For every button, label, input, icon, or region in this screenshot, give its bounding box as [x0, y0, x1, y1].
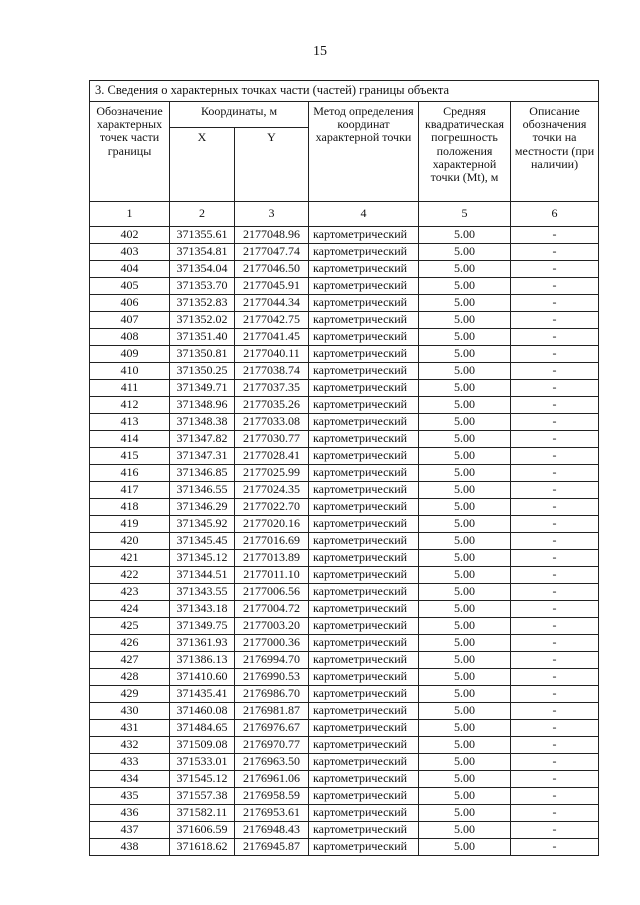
- x-coordinate-cell: 371345.45: [170, 533, 235, 550]
- y-coordinate-cell: 2177025.99: [235, 465, 309, 482]
- method-cell: картометрический: [309, 414, 419, 431]
- method-cell: картометрический: [309, 839, 419, 856]
- y-coordinate-cell: 2176958.59: [235, 788, 309, 805]
- method-cell: картометрический: [309, 601, 419, 618]
- description-cell: -: [511, 754, 599, 771]
- error-cell: 5.00: [419, 431, 511, 448]
- method-cell: картометрический: [309, 618, 419, 635]
- point-cell: 415: [90, 448, 170, 465]
- description-cell: -: [511, 567, 599, 584]
- y-coordinate-cell: 2177011.10: [235, 567, 309, 584]
- point-cell: 404: [90, 261, 170, 278]
- description-cell: -: [511, 516, 599, 533]
- table-row: [90, 703, 599, 720]
- column-number: 1: [90, 202, 170, 227]
- y-coordinate-cell: 2176963.50: [235, 754, 309, 771]
- method-cell: картометрический: [309, 754, 419, 771]
- description-cell: -: [511, 380, 599, 397]
- table-row: [90, 584, 599, 601]
- y-coordinate-cell: 2176986.70: [235, 686, 309, 703]
- error-cell: 5.00: [419, 771, 511, 788]
- description-cell: -: [511, 329, 599, 346]
- method-cell: картометрический: [309, 329, 419, 346]
- table-row: [90, 567, 599, 584]
- table-row: [90, 363, 599, 380]
- table-row: [90, 601, 599, 618]
- description-cell: -: [511, 244, 599, 261]
- method-cell: картометрический: [309, 346, 419, 363]
- method-cell: картометрический: [309, 312, 419, 329]
- point-cell: 431: [90, 720, 170, 737]
- point-cell: 421: [90, 550, 170, 567]
- y-coordinate-cell: 2177042.75: [235, 312, 309, 329]
- y-coordinate-cell: 2176948.43: [235, 822, 309, 839]
- error-cell: 5.00: [419, 482, 511, 499]
- error-cell: 5.00: [419, 465, 511, 482]
- points-table-body: [90, 227, 599, 856]
- error-cell: 5.00: [419, 805, 511, 822]
- y-coordinate-cell: 2177035.26: [235, 397, 309, 414]
- y-coordinate-cell: 2177024.35: [235, 482, 309, 499]
- boundary-points-table: [89, 80, 599, 856]
- table-row: [90, 686, 599, 703]
- x-coordinate-cell: 371348.96: [170, 397, 235, 414]
- method-cell: картометрический: [309, 465, 419, 482]
- point-cell: 416: [90, 465, 170, 482]
- x-coordinate-cell: 371533.01: [170, 754, 235, 771]
- header-y: Y: [235, 128, 309, 202]
- table-row: [90, 261, 599, 278]
- method-cell: картометрический: [309, 550, 419, 567]
- point-cell: 422: [90, 567, 170, 584]
- table-row: [90, 652, 599, 669]
- x-coordinate-cell: 371350.81: [170, 346, 235, 363]
- error-cell: 5.00: [419, 754, 511, 771]
- x-coordinate-cell: 371344.51: [170, 567, 235, 584]
- method-cell: картометрический: [309, 516, 419, 533]
- x-coordinate-cell: 371352.83: [170, 295, 235, 312]
- method-cell: картометрический: [309, 635, 419, 652]
- error-cell: 5.00: [419, 737, 511, 754]
- table-row: [90, 771, 599, 788]
- x-coordinate-cell: 371460.08: [170, 703, 235, 720]
- method-cell: картометрический: [309, 584, 419, 601]
- table-row: [90, 720, 599, 737]
- y-coordinate-cell: 2176976.67: [235, 720, 309, 737]
- y-coordinate-cell: 2177048.96: [235, 227, 309, 244]
- table-row: [90, 244, 599, 261]
- table-row: [90, 312, 599, 329]
- description-cell: -: [511, 652, 599, 669]
- table-row: [90, 822, 599, 839]
- y-coordinate-cell: 2176994.70: [235, 652, 309, 669]
- x-coordinate-cell: 371346.29: [170, 499, 235, 516]
- description-cell: -: [511, 839, 599, 856]
- point-cell: 402: [90, 227, 170, 244]
- method-cell: картометрический: [309, 737, 419, 754]
- x-coordinate-cell: 371557.38: [170, 788, 235, 805]
- y-coordinate-cell: 2177040.11: [235, 346, 309, 363]
- error-cell: 5.00: [419, 822, 511, 839]
- description-cell: -: [511, 482, 599, 499]
- description-cell: -: [511, 448, 599, 465]
- table-row: [90, 618, 599, 635]
- x-coordinate-cell: 371509.08: [170, 737, 235, 754]
- method-cell: картометрический: [309, 278, 419, 295]
- description-cell: -: [511, 771, 599, 788]
- x-coordinate-cell: 371345.92: [170, 516, 235, 533]
- error-cell: 5.00: [419, 227, 511, 244]
- page-number: 15: [313, 44, 327, 59]
- description-cell: -: [511, 431, 599, 448]
- description-cell: -: [511, 363, 599, 380]
- error-cell: 5.00: [419, 686, 511, 703]
- header-description: Описание обозначения точки на местности (при наличии): [511, 102, 599, 202]
- error-cell: 5.00: [419, 329, 511, 346]
- description-cell: -: [511, 686, 599, 703]
- x-coordinate-cell: 371352.02: [170, 312, 235, 329]
- method-cell: картометрический: [309, 703, 419, 720]
- error-cell: 5.00: [419, 499, 511, 516]
- point-cell: 406: [90, 295, 170, 312]
- point-cell: 434: [90, 771, 170, 788]
- table-row: [90, 516, 599, 533]
- description-cell: -: [511, 414, 599, 431]
- point-cell: 413: [90, 414, 170, 431]
- y-coordinate-cell: 2177047.74: [235, 244, 309, 261]
- description-cell: -: [511, 312, 599, 329]
- y-coordinate-cell: 2177003.20: [235, 618, 309, 635]
- y-coordinate-cell: 2177037.35: [235, 380, 309, 397]
- error-cell: 5.00: [419, 516, 511, 533]
- error-cell: 5.00: [419, 618, 511, 635]
- table-row: [90, 295, 599, 312]
- description-cell: -: [511, 278, 599, 295]
- table-row: [90, 669, 599, 686]
- point-cell: 425: [90, 618, 170, 635]
- description-cell: -: [511, 346, 599, 363]
- method-cell: картометрический: [309, 261, 419, 278]
- header-coordinates: Координаты, м: [170, 102, 309, 128]
- y-coordinate-cell: 2176953.61: [235, 805, 309, 822]
- x-coordinate-cell: 371606.59: [170, 822, 235, 839]
- point-cell: 437: [90, 822, 170, 839]
- description-cell: -: [511, 635, 599, 652]
- description-cell: -: [511, 601, 599, 618]
- error-cell: 5.00: [419, 567, 511, 584]
- error-cell: 5.00: [419, 295, 511, 312]
- table-row: [90, 839, 599, 856]
- error-cell: 5.00: [419, 261, 511, 278]
- error-cell: 5.00: [419, 635, 511, 652]
- point-cell: 420: [90, 533, 170, 550]
- error-cell: 5.00: [419, 346, 511, 363]
- error-cell: 5.00: [419, 720, 511, 737]
- description-cell: -: [511, 720, 599, 737]
- error-cell: 5.00: [419, 601, 511, 618]
- table-row: [90, 550, 599, 567]
- description-cell: -: [511, 227, 599, 244]
- x-coordinate-cell: 371582.11: [170, 805, 235, 822]
- table-row: [90, 465, 599, 482]
- method-cell: картометрический: [309, 533, 419, 550]
- error-cell: 5.00: [419, 584, 511, 601]
- x-coordinate-cell: 371345.12: [170, 550, 235, 567]
- table-row: [90, 227, 599, 244]
- point-cell: 424: [90, 601, 170, 618]
- description-cell: -: [511, 584, 599, 601]
- table-row: [90, 346, 599, 363]
- point-cell: 412: [90, 397, 170, 414]
- method-cell: картометрический: [309, 431, 419, 448]
- error-cell: 5.00: [419, 414, 511, 431]
- point-cell: 414: [90, 431, 170, 448]
- table-row: [90, 635, 599, 652]
- point-cell: 423: [90, 584, 170, 601]
- table-row: [90, 754, 599, 771]
- table-row: [90, 448, 599, 465]
- x-coordinate-cell: 371349.71: [170, 380, 235, 397]
- x-coordinate-cell: 371354.81: [170, 244, 235, 261]
- y-coordinate-cell: 2177041.45: [235, 329, 309, 346]
- description-cell: -: [511, 737, 599, 754]
- point-cell: 430: [90, 703, 170, 720]
- x-coordinate-cell: 371484.65: [170, 720, 235, 737]
- point-cell: 428: [90, 669, 170, 686]
- point-cell: 438: [90, 839, 170, 856]
- y-coordinate-cell: 2176945.87: [235, 839, 309, 856]
- error-cell: 5.00: [419, 533, 511, 550]
- y-coordinate-cell: 2177013.89: [235, 550, 309, 567]
- method-cell: картометрический: [309, 363, 419, 380]
- error-cell: 5.00: [419, 244, 511, 261]
- x-coordinate-cell: 371343.55: [170, 584, 235, 601]
- description-cell: -: [511, 499, 599, 516]
- table-row: [90, 414, 599, 431]
- point-cell: 436: [90, 805, 170, 822]
- header-point: Обозначение характерных точек части границы: [90, 102, 170, 202]
- x-coordinate-cell: 371361.93: [170, 635, 235, 652]
- description-cell: -: [511, 295, 599, 312]
- error-cell: 5.00: [419, 550, 511, 567]
- x-coordinate-cell: 371618.62: [170, 839, 235, 856]
- y-coordinate-cell: 2177004.72: [235, 601, 309, 618]
- x-coordinate-cell: 371351.40: [170, 329, 235, 346]
- method-cell: картометрический: [309, 567, 419, 584]
- x-coordinate-cell: 371354.04: [170, 261, 235, 278]
- y-coordinate-cell: 2177045.91: [235, 278, 309, 295]
- description-cell: -: [511, 550, 599, 567]
- y-coordinate-cell: 2177006.56: [235, 584, 309, 601]
- table-row: [90, 397, 599, 414]
- method-cell: картометрический: [309, 380, 419, 397]
- description-cell: -: [511, 533, 599, 550]
- column-number: 6: [511, 202, 599, 227]
- column-numbers-row: [90, 202, 599, 227]
- point-cell: 405: [90, 278, 170, 295]
- method-cell: картометрический: [309, 669, 419, 686]
- description-cell: -: [511, 669, 599, 686]
- description-cell: -: [511, 618, 599, 635]
- error-cell: 5.00: [419, 669, 511, 686]
- method-cell: картометрический: [309, 788, 419, 805]
- description-cell: -: [511, 822, 599, 839]
- table-row: [90, 499, 599, 516]
- point-cell: 433: [90, 754, 170, 771]
- y-coordinate-cell: 2177000.36: [235, 635, 309, 652]
- error-cell: 5.00: [419, 380, 511, 397]
- error-cell: 5.00: [419, 397, 511, 414]
- table-row: [90, 805, 599, 822]
- method-cell: картометрический: [309, 295, 419, 312]
- method-cell: картометрический: [309, 244, 419, 261]
- method-cell: картометрический: [309, 499, 419, 516]
- point-cell: 407: [90, 312, 170, 329]
- y-coordinate-cell: 2177030.77: [235, 431, 309, 448]
- point-cell: 432: [90, 737, 170, 754]
- y-coordinate-cell: 2176970.77: [235, 737, 309, 754]
- point-cell: 427: [90, 652, 170, 669]
- y-coordinate-cell: 2177038.74: [235, 363, 309, 380]
- method-cell: картометрический: [309, 805, 419, 822]
- point-cell: 429: [90, 686, 170, 703]
- y-coordinate-cell: 2176981.87: [235, 703, 309, 720]
- point-cell: 411: [90, 380, 170, 397]
- header-error: Средняя квадратическая погрешность положения характерной точки (Mt), м: [419, 102, 511, 202]
- header-method: Метод определения координат характерной точки: [309, 102, 419, 202]
- error-cell: 5.00: [419, 788, 511, 805]
- column-number: 5: [419, 202, 511, 227]
- error-cell: 5.00: [419, 839, 511, 856]
- y-coordinate-cell: 2177044.34: [235, 295, 309, 312]
- method-cell: картометрический: [309, 227, 419, 244]
- point-cell: 403: [90, 244, 170, 261]
- y-coordinate-cell: 2176961.06: [235, 771, 309, 788]
- method-cell: картометрический: [309, 652, 419, 669]
- description-cell: -: [511, 465, 599, 482]
- x-coordinate-cell: 371350.25: [170, 363, 235, 380]
- column-number: 3: [235, 202, 309, 227]
- description-cell: -: [511, 805, 599, 822]
- x-coordinate-cell: 371347.31: [170, 448, 235, 465]
- x-coordinate-cell: 371410.60: [170, 669, 235, 686]
- y-coordinate-cell: 2177022.70: [235, 499, 309, 516]
- table-row: [90, 329, 599, 346]
- table-row: [90, 737, 599, 754]
- method-cell: картометрический: [309, 448, 419, 465]
- description-cell: -: [511, 703, 599, 720]
- description-cell: -: [511, 397, 599, 414]
- x-coordinate-cell: 371346.85: [170, 465, 235, 482]
- x-coordinate-cell: 371386.13: [170, 652, 235, 669]
- description-cell: -: [511, 788, 599, 805]
- table-row: [90, 788, 599, 805]
- error-cell: 5.00: [419, 448, 511, 465]
- y-coordinate-cell: 2177020.16: [235, 516, 309, 533]
- y-coordinate-cell: 2176990.53: [235, 669, 309, 686]
- y-coordinate-cell: 2177033.08: [235, 414, 309, 431]
- y-coordinate-cell: 2177046.50: [235, 261, 309, 278]
- column-number: 4: [309, 202, 419, 227]
- table-row: [90, 380, 599, 397]
- error-cell: 5.00: [419, 703, 511, 720]
- error-cell: 5.00: [419, 652, 511, 669]
- description-cell: -: [511, 261, 599, 278]
- x-coordinate-cell: 371346.55: [170, 482, 235, 499]
- error-cell: 5.00: [419, 312, 511, 329]
- point-cell: 419: [90, 516, 170, 533]
- x-coordinate-cell: 371349.75: [170, 618, 235, 635]
- column-number: 2: [170, 202, 235, 227]
- table-row: [90, 278, 599, 295]
- y-coordinate-cell: 2177028.41: [235, 448, 309, 465]
- method-cell: картометрический: [309, 771, 419, 788]
- method-cell: картометрический: [309, 720, 419, 737]
- table-row: [90, 533, 599, 550]
- x-coordinate-cell: 371545.12: [170, 771, 235, 788]
- x-coordinate-cell: 371355.61: [170, 227, 235, 244]
- method-cell: картометрический: [309, 686, 419, 703]
- table-row: [90, 431, 599, 448]
- y-coordinate-cell: 2177016.69: [235, 533, 309, 550]
- header-x: X: [170, 128, 235, 202]
- x-coordinate-cell: 371353.70: [170, 278, 235, 295]
- point-cell: 435: [90, 788, 170, 805]
- x-coordinate-cell: 371347.82: [170, 431, 235, 448]
- method-cell: картометрический: [309, 397, 419, 414]
- section-title: 3. Сведения о характерных точках части (частей) границы объекта: [90, 81, 599, 102]
- x-coordinate-cell: 371348.38: [170, 414, 235, 431]
- point-cell: 426: [90, 635, 170, 652]
- method-cell: картометрический: [309, 482, 419, 499]
- point-cell: 418: [90, 499, 170, 516]
- x-coordinate-cell: 371343.18: [170, 601, 235, 618]
- table-row: [90, 482, 599, 499]
- method-cell: картометрический: [309, 822, 419, 839]
- x-coordinate-cell: 371435.41: [170, 686, 235, 703]
- point-cell: 408: [90, 329, 170, 346]
- point-cell: 409: [90, 346, 170, 363]
- error-cell: 5.00: [419, 363, 511, 380]
- point-cell: 410: [90, 363, 170, 380]
- error-cell: 5.00: [419, 278, 511, 295]
- point-cell: 417: [90, 482, 170, 499]
